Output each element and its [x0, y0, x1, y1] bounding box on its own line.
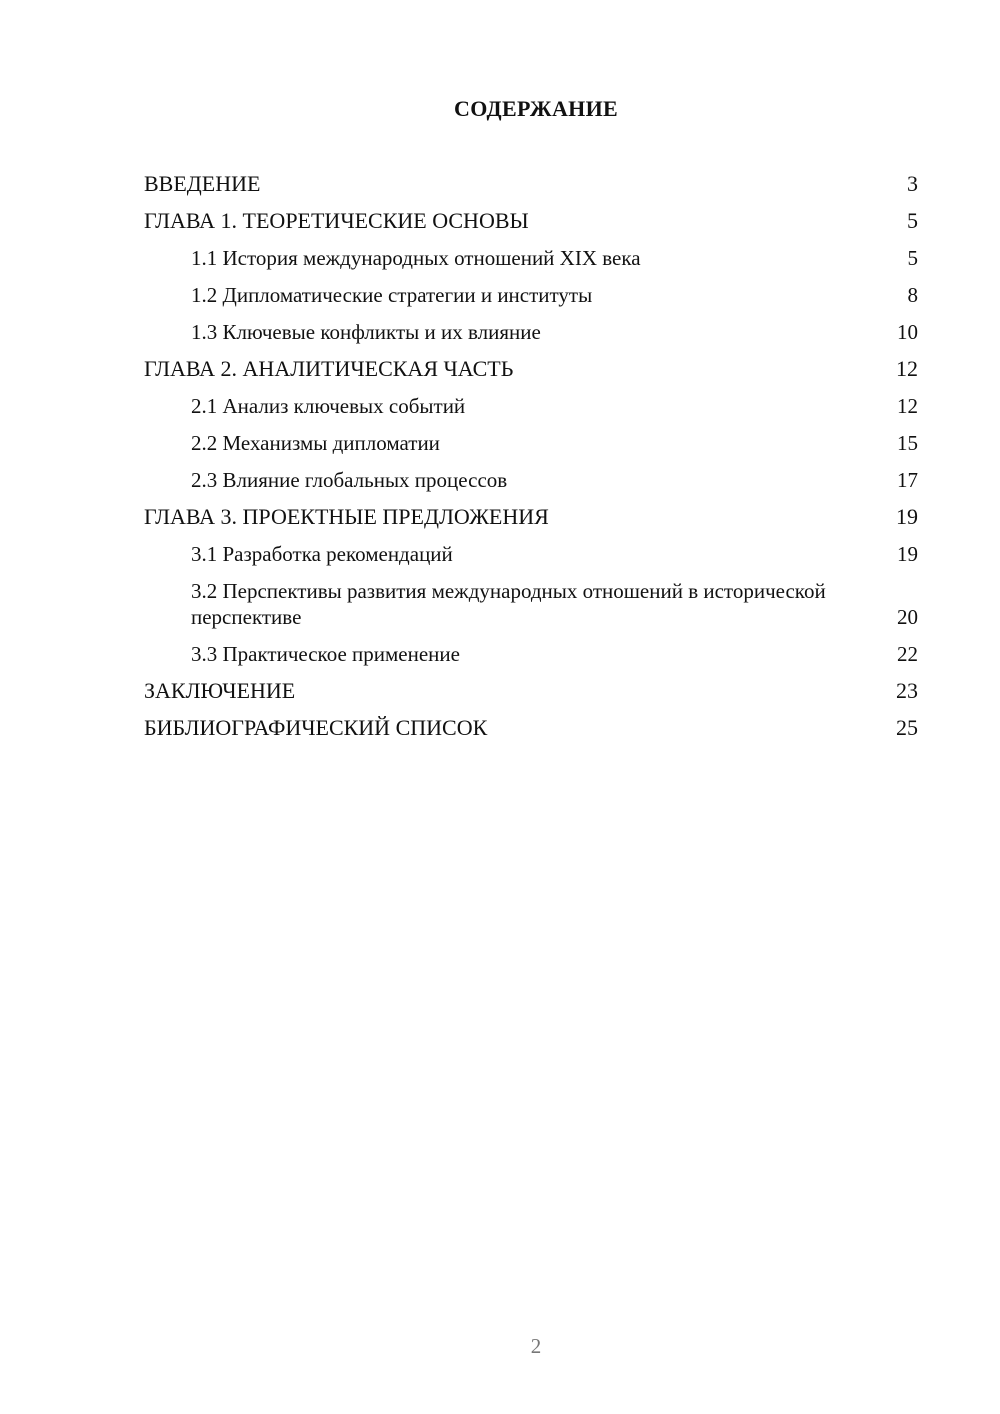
- toc-entry-page: 8: [907, 283, 918, 307]
- toc-entry-label: ГЛАВА 1. ТЕОРЕТИЧЕСКИЕ ОСНОВЫ: [144, 208, 529, 233]
- table-of-contents: [144, 166, 918, 747]
- toc-entry-label: 2.3 Влияние глобальных процессов: [191, 468, 508, 492]
- toc-entry-label: ВВЕДЕНИЕ: [144, 171, 261, 196]
- toc-entry-page: 12: [897, 394, 918, 418]
- toc-entry-chapter-1[interactable]: [144, 203, 918, 240]
- toc-title: СОДЕРЖАНИЕ: [454, 96, 618, 121]
- toc-entry-label: 1.1 История международных отношений XIX века: [191, 246, 641, 270]
- toc-entry-label: 3.3 Практическое применение: [191, 642, 460, 666]
- toc-entry-label: 1.2 Дипломатические стратегии и институты: [191, 283, 593, 307]
- toc-entry-page: 19: [897, 542, 918, 566]
- toc-entry-page: 25: [896, 715, 918, 740]
- toc-entry-page: 20: [897, 605, 918, 629]
- toc-entry-section-3-1[interactable]: [144, 536, 918, 573]
- toc-entry-bibliography[interactable]: [144, 710, 918, 747]
- toc-entry-section-1-1[interactable]: [144, 240, 918, 277]
- toc-entry-page: 3: [907, 171, 918, 196]
- toc-entry-introduction[interactable]: [144, 166, 918, 203]
- toc-entry-page: 17: [897, 468, 918, 492]
- toc-entry-page: 12: [896, 356, 918, 381]
- toc-entry-page: 23: [896, 678, 918, 703]
- toc-entry-page: 5: [907, 246, 918, 270]
- toc-entry-label: 2.1 Анализ ключевых событий: [191, 394, 466, 418]
- toc-entry-section-2-2[interactable]: [144, 425, 918, 462]
- toc-entry-section-3-2[interactable]: [144, 573, 918, 636]
- toc-entry-section-1-2[interactable]: [144, 277, 918, 314]
- toc-entry-page: 15: [897, 431, 918, 455]
- toc-entry-chapter-3[interactable]: [144, 499, 918, 536]
- toc-entry-label: ГЛАВА 3. ПРОЕКТНЫЕ ПРЕДЛОЖЕНИЯ: [144, 504, 549, 529]
- toc-entry-page: 10: [897, 320, 918, 344]
- toc-entry-section-2-1[interactable]: [144, 388, 918, 425]
- toc-entry-label: БИБЛИОГРАФИЧЕСКИЙ СПИСОК: [144, 715, 488, 740]
- toc-entry-page: 5: [907, 208, 918, 233]
- toc-entry-label: 1.3 Ключевые конфликты и их влияние: [191, 320, 541, 344]
- toc-entry-section-2-3[interactable]: [144, 462, 918, 499]
- toc-entry-label: ГЛАВА 2. АНАЛИТИЧЕСКАЯ ЧАСТЬ: [144, 356, 514, 381]
- toc-entry-section-3-3[interactable]: [144, 636, 918, 673]
- toc-entry-label: ЗАКЛЮЧЕНИЕ: [144, 678, 296, 703]
- page-number: 2: [530, 1334, 542, 1358]
- toc-entry-label: 2.2 Механизмы дипломатии: [191, 431, 440, 455]
- toc-entry-label: 3.1 Разработка рекомендаций: [191, 542, 453, 566]
- toc-entry-chapter-2[interactable]: [144, 351, 918, 388]
- toc-entry-section-1-3[interactable]: [144, 314, 918, 351]
- toc-entry-label: 3.2 Перспективы развития международных отношений в исторической перспективе: [191, 579, 826, 629]
- toc-entry-page: 19: [896, 504, 918, 529]
- toc-entry-page: 22: [897, 642, 918, 666]
- toc-entry-conclusion[interactable]: [144, 673, 918, 710]
